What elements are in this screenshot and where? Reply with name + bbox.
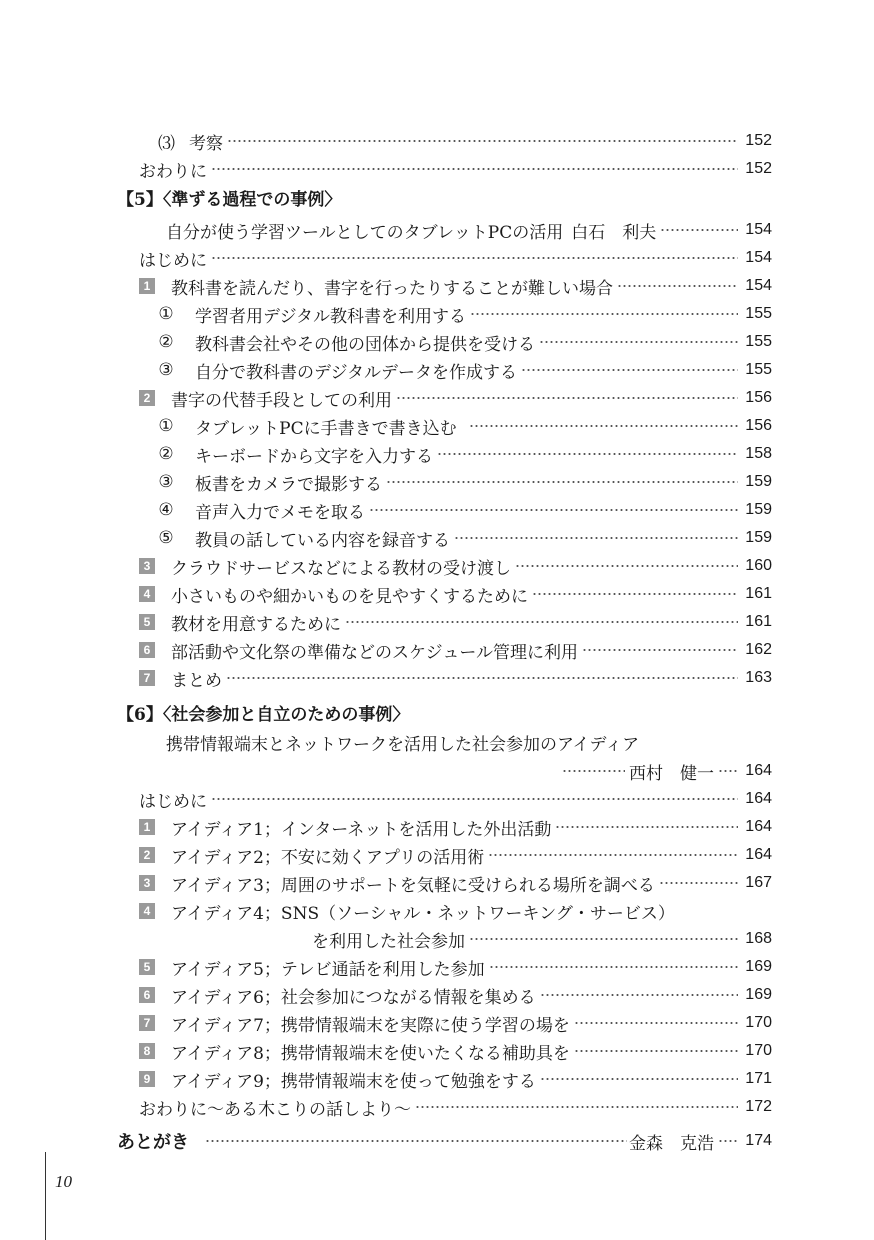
leader-dots: [211, 256, 738, 260]
item-number: ③: [158, 360, 174, 380]
toc-row[interactable]: [155, 497, 772, 523]
page-number: 169: [745, 986, 772, 1003]
toc-label: 教科書会社やその他の団体から提供を受ける: [195, 334, 535, 355]
toc-label: 部活動や文化祭の準備などのスケジュール管理に利用: [171, 642, 578, 663]
toc-row[interactable]: [155, 441, 772, 467]
chapter-badge: 9: [139, 1071, 155, 1087]
toc-row[interactable]: [139, 786, 772, 812]
leader-dots: [617, 284, 738, 288]
toc-label: 音声入力でメモを取る: [195, 502, 365, 523]
author-name: 金森 克浩: [629, 1133, 714, 1154]
page-number: 155: [745, 305, 772, 322]
leader-dots: [521, 368, 738, 372]
toc-row[interactable]: [139, 245, 772, 271]
toc-row[interactable]: [139, 954, 772, 980]
section-heading: 【6】〈社会参加と自立のための事例〉: [117, 704, 410, 725]
toc-row[interactable]: [139, 870, 772, 896]
toc-label: 教科書を読んだり、書字を行ったりすることが難しい場合: [171, 278, 613, 299]
chapter-badge: 2: [139, 390, 155, 406]
section-title: 携帯情報端末とネットワークを活用した社会参加のアイディア: [166, 734, 640, 755]
page-number: 156: [745, 389, 772, 406]
page-number: 159: [745, 473, 772, 490]
toc-label: おわりに〜ある木こりの話しより〜: [139, 1099, 411, 1120]
page-number: 154: [745, 221, 772, 238]
page-number: 160: [745, 557, 772, 574]
leader-dots: [469, 424, 738, 428]
toc-label: キーボードから文字を入力する: [195, 446, 433, 467]
page-number: 156: [745, 417, 772, 434]
leader-dots: [369, 508, 738, 512]
toc-label: 板書をカメラで撮影する: [195, 474, 382, 495]
toc-label: アイディア6；社会参加につながる情報を集める: [171, 987, 536, 1008]
toc-row[interactable]: [139, 1066, 772, 1092]
leader-dots: [488, 853, 738, 857]
leader-dots: [555, 825, 738, 829]
toc-row[interactable]: [139, 842, 772, 868]
toc-row[interactable]: [155, 469, 772, 495]
chapter-badge: 7: [139, 670, 155, 686]
toc-row[interactable]: [155, 413, 772, 439]
folio-page-number: 10: [55, 1172, 72, 1191]
page-number: 170: [745, 1014, 772, 1031]
item-number: ③: [158, 472, 174, 492]
toc-label: 書字の代替手段としての利用: [171, 390, 392, 411]
toc-row[interactable]: [139, 1038, 772, 1064]
toc-label: 教員の話している内容を録音する: [195, 530, 450, 551]
leader-dots: [415, 1105, 738, 1109]
leader-dots: [211, 167, 738, 171]
page-number: 171: [745, 1070, 772, 1087]
toc-label: アイディア4；SNS（ソーシャル・ネットワーキング・サービス）: [171, 903, 675, 924]
page-number: 158: [745, 445, 772, 462]
chapter-badge: 7: [139, 1015, 155, 1031]
toc-row[interactable]: [139, 1010, 772, 1036]
toc-row[interactable]: [117, 1128, 772, 1154]
toc-row[interactable]: [139, 609, 772, 635]
page-number: 164: [745, 762, 772, 779]
toc-label: 自分が使う学習ツールとしてのタブレットPCの活用: [166, 222, 564, 243]
chapter-badge: 1: [139, 278, 155, 294]
toc-row[interactable]: [139, 385, 772, 411]
page-number: 163: [745, 669, 772, 686]
toc-label: を利用した社会参加: [312, 931, 465, 952]
leader-dots: [540, 993, 738, 997]
page-number: 159: [745, 529, 772, 546]
leader-dots: [718, 769, 738, 773]
chapter-badge: 3: [139, 875, 155, 891]
toc-label: アイディア9；携帯情報端末を使って勉強をする: [171, 1071, 536, 1092]
page-number: 168: [745, 930, 772, 947]
chapter-badge: 5: [139, 959, 155, 975]
chapter-badge: 8: [139, 1043, 155, 1059]
toc-label: あとがき: [117, 1132, 189, 1153]
toc-label: はじめに: [139, 250, 207, 271]
page-number: 164: [745, 818, 772, 835]
item-number: ②: [158, 332, 174, 352]
chapter-badge: 3: [139, 558, 155, 574]
toc-row[interactable]: [166, 217, 772, 243]
toc-label: タブレットPCに手書きで書き込む: [195, 418, 457, 439]
author-name: 白石 利夫: [571, 222, 657, 243]
page-number: 161: [745, 613, 772, 630]
page-number: 169: [745, 958, 772, 975]
chapter-badge: 4: [139, 586, 155, 602]
toc-label: 自分で教科書のデジタルデータを作成する: [195, 362, 517, 383]
leader-dots: [396, 396, 738, 400]
leader-dots: [574, 1049, 738, 1053]
toc-label: アイディア8；携帯情報端末を使いたくなる補助具を: [171, 1043, 570, 1064]
leader-dots: [718, 1139, 738, 1143]
toc-row[interactable]: [562, 758, 772, 784]
page-number: 164: [745, 846, 772, 863]
toc-label: 小さいものや細かいものを見やすくするために: [171, 586, 528, 607]
page-number: 155: [745, 333, 772, 350]
chapter-badge: 2: [139, 847, 155, 863]
author-name: 西村 健一: [629, 763, 714, 784]
toc-row[interactable]: [158, 128, 772, 154]
toc-row[interactable]: [155, 301, 772, 327]
item-number: ④: [158, 500, 174, 520]
chapter-badge: 6: [139, 987, 155, 1003]
toc-label: アイディア7；携帯情報端末を実際に使う学習の場を: [171, 1015, 570, 1036]
item-number: ①: [158, 304, 174, 324]
leader-dots: [562, 769, 625, 773]
toc-label: 考察: [189, 133, 223, 154]
chapter-badge: 5: [139, 614, 155, 630]
page-number: 170: [745, 1042, 772, 1059]
leader-dots: [345, 620, 738, 624]
page-number: 172: [745, 1098, 772, 1115]
toc-label: アイディア1；インターネットを活用した外出活動: [171, 819, 552, 840]
leader-dots: [226, 676, 738, 680]
leader-dots: [582, 648, 738, 652]
chapter-badge: 4: [139, 903, 155, 919]
page-number: 154: [745, 277, 772, 294]
leader-dots: [532, 592, 738, 596]
leader-dots: [454, 536, 738, 540]
leader-dots: [205, 1139, 627, 1143]
leader-dots: [386, 480, 738, 484]
toc-row[interactable]: [139, 156, 772, 182]
toc-label: 学習者用デジタル教科書を利用する: [195, 306, 466, 327]
leader-dots: [227, 139, 738, 143]
toc-row[interactable]: [139, 814, 772, 840]
section-heading: 【5】〈準ずる過程での事例〉: [117, 189, 342, 210]
item-number: ⑶: [158, 133, 175, 154]
chapter-badge: 6: [139, 642, 155, 658]
item-number: ②: [158, 444, 174, 464]
leader-dots: [660, 228, 738, 232]
toc-row[interactable]: [139, 273, 772, 299]
page-number: 159: [745, 501, 772, 518]
item-number: ⑤: [158, 528, 174, 548]
item-number: ①: [158, 416, 174, 436]
toc-label: アイディア5；テレビ通話を利用した参加: [171, 959, 485, 980]
toc-label: おわりに: [139, 161, 207, 182]
toc-label: クラウドサービスなどによる教材の受け渡し: [171, 558, 511, 579]
toc-row[interactable]: [155, 525, 772, 551]
toc-row[interactable]: [312, 926, 772, 952]
page-number: 162: [745, 641, 772, 658]
leader-dots: [470, 312, 738, 316]
toc-label: アイディア2；不安に効くアプリの活用術: [171, 847, 485, 868]
page-number: 154: [745, 249, 772, 266]
leader-dots: [211, 797, 738, 801]
toc-row[interactable]: [139, 637, 772, 663]
toc-row[interactable]: [155, 357, 772, 383]
leader-dots: [574, 1021, 738, 1025]
page-number: 152: [745, 132, 772, 149]
toc-row[interactable]: [139, 982, 772, 1008]
page-number: 155: [745, 361, 772, 378]
toc-row[interactable]: [139, 553, 772, 579]
leader-dots: [540, 1077, 738, 1081]
leader-dots: [539, 340, 738, 344]
toc-row[interactable]: [139, 1094, 772, 1120]
margin-rule: [45, 1152, 46, 1240]
toc-row[interactable]: [139, 665, 772, 691]
leader-dots: [469, 937, 738, 941]
toc-label: 教材を用意するために: [171, 614, 341, 635]
page-number: 174: [745, 1132, 772, 1149]
toc-row[interactable]: [155, 329, 772, 355]
chapter-badge: 1: [139, 819, 155, 835]
leader-dots: [515, 564, 738, 568]
page-number: 161: [745, 585, 772, 602]
page-number: 152: [745, 160, 772, 177]
toc-row[interactable]: [139, 898, 675, 924]
leader-dots: [437, 452, 738, 456]
page-number: 164: [745, 790, 772, 807]
leader-dots: [489, 965, 738, 969]
toc-label: アイディア3；周囲のサポートを気軽に受けられる場所を調べる: [171, 875, 655, 896]
toc-label: はじめに: [139, 791, 207, 812]
toc-row[interactable]: [139, 581, 772, 607]
toc-label: まとめ: [171, 670, 222, 691]
page-number: 167: [745, 874, 772, 891]
leader-dots: [659, 881, 738, 885]
